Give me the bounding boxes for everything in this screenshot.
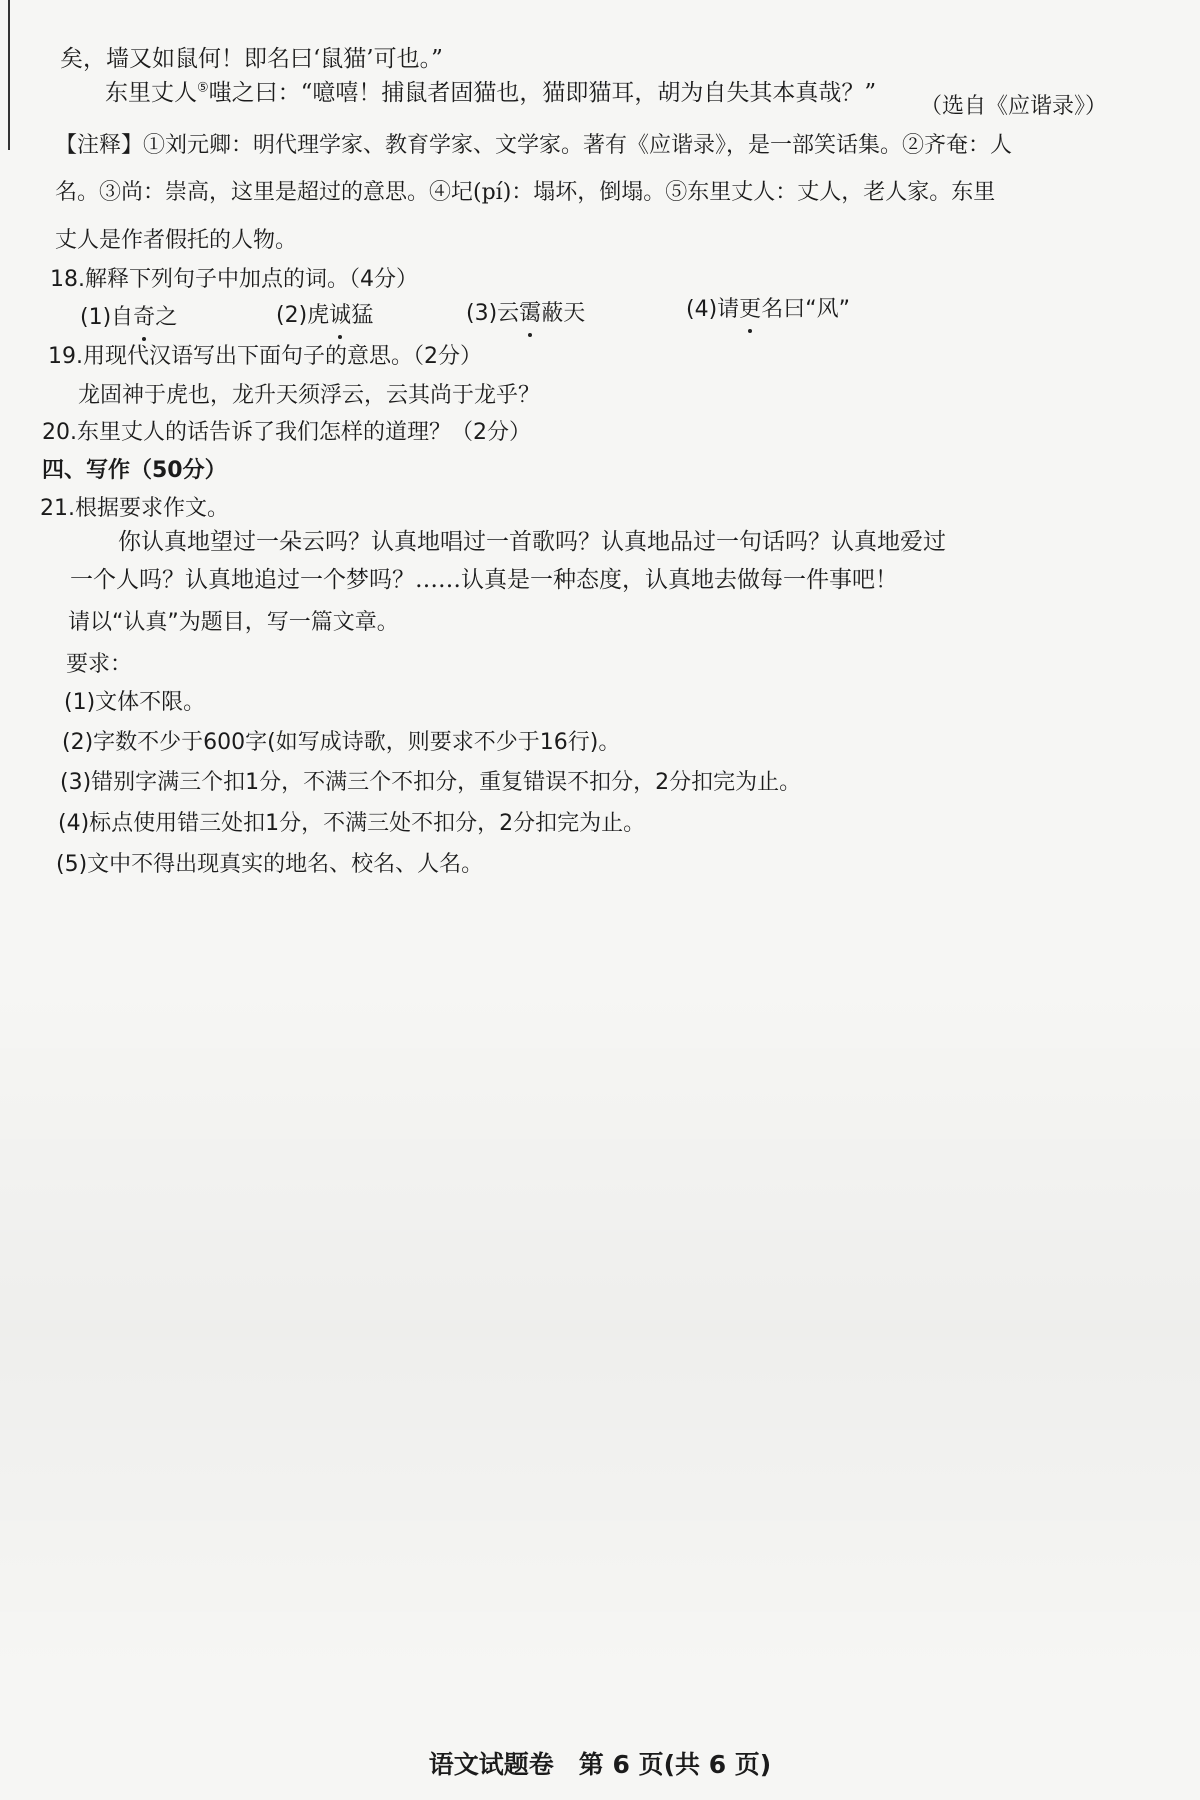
margin-rule <box>8 0 10 150</box>
q18-item-3-dotted: 霭 <box>519 299 541 329</box>
notes-line-2: 名。③尚：崇高，这里是超过的意思。④圮(pí)：塌坏，倒塌。⑤东里丈人：丈人，老人家。东里 <box>55 180 996 205</box>
q19-stem: 19.用现代汉语写出下面句子的意思。（2分） <box>48 344 482 369</box>
q18-stem: 18.解释下列句子中加点的词。（4分） <box>50 267 418 292</box>
notes-line-1: 【注释】①刘元卿：明代理学家、教育学家、文学家。著有《应谐录》，是一部笑话集。②齐奄：人 <box>55 133 1013 158</box>
q18-item-4-post: 名曰“风” <box>761 297 850 322</box>
q21-prompt-line-2: 一个人吗？认真地追过一个梦吗？……认真是一种态度，认真地去做每一件事吧！ <box>70 567 898 593</box>
q18-item-2-post: 猛 <box>351 303 374 328</box>
q21-requirement-2: (2)字数不少于600字(如写成诗歌，则要求不少于16行)。 <box>62 730 621 755</box>
q18-item-1 <box>80 303 177 333</box>
page-footer: 语文试题卷 第 6 页(共 6 页) <box>428 1750 772 1779</box>
q18-item-3 <box>466 299 585 329</box>
q18-item-2-dotted: 诚 <box>329 301 351 331</box>
q18-item-3-post: 蔽天 <box>541 301 586 326</box>
q18-item-3-pre: (3)云 <box>466 301 520 326</box>
q21-stem: 21.根据要求作文。 <box>40 496 229 521</box>
section-4-title: 四、写作（50分） <box>42 458 227 483</box>
q18-item-1-post: 之 <box>155 305 178 330</box>
passage-source: （选自《应谐录》） <box>920 94 1108 119</box>
scan-shadow <box>0 980 1200 1680</box>
passage-line-2-pre: 东里丈人 <box>105 80 197 106</box>
passage-line-2 <box>105 78 876 108</box>
q18-item-2-pre: (2)虎 <box>276 303 330 328</box>
q18-item-4-pre: (4)请 <box>686 297 740 322</box>
passage-line-1: 矣，墙又如鼠何！即名曰‘鼠猫’可也。” <box>60 46 443 72</box>
note-marker-5: ⑤ <box>197 80 209 96</box>
q19-sentence: 龙固神于虎也，龙升天须浮云，云其尚于龙乎？ <box>78 383 541 408</box>
q18-item-1-pre: (1)自 <box>80 305 134 330</box>
passage-line-2-post: 嗤之曰：“噫嘻！捕鼠者固猫也，猫即猫耳，胡为自失其本真哉？” <box>208 80 877 106</box>
q18-item-2 <box>276 301 373 331</box>
q18-item-1-dotted: 奇 <box>133 303 155 333</box>
q18-item-4-dotted: 更 <box>739 295 761 325</box>
q20-stem: 20.东里丈人的话告诉了我们怎样的道理？（2分） <box>42 420 531 445</box>
q18-item-4 <box>686 295 850 325</box>
q21-requirement-4: (4)标点使用错三处扣1分，不满三处不扣分，2分扣完为止。 <box>58 811 646 836</box>
q21-requirement-1: (1)文体不限。 <box>64 690 206 715</box>
q21-instruction: 请以“认真”为题目，写一篇文章。 <box>68 610 399 635</box>
q21-requirements-title: 要求： <box>66 652 133 677</box>
q21-requirement-5: (5)文中不得出现真实的地名、校名、人名。 <box>56 852 484 877</box>
q21-requirement-3: (3)错别字满三个扣1分，不满三个不扣分，重复错误不扣分，2分扣完为止。 <box>60 770 802 795</box>
q21-prompt-line-1: 你认真地望过一朵云吗？认真地唱过一首歌吗？认真地品过一句话吗？认真地爱过 <box>118 529 946 555</box>
notes-line-3: 丈人是作者假托的人物。 <box>55 228 298 253</box>
